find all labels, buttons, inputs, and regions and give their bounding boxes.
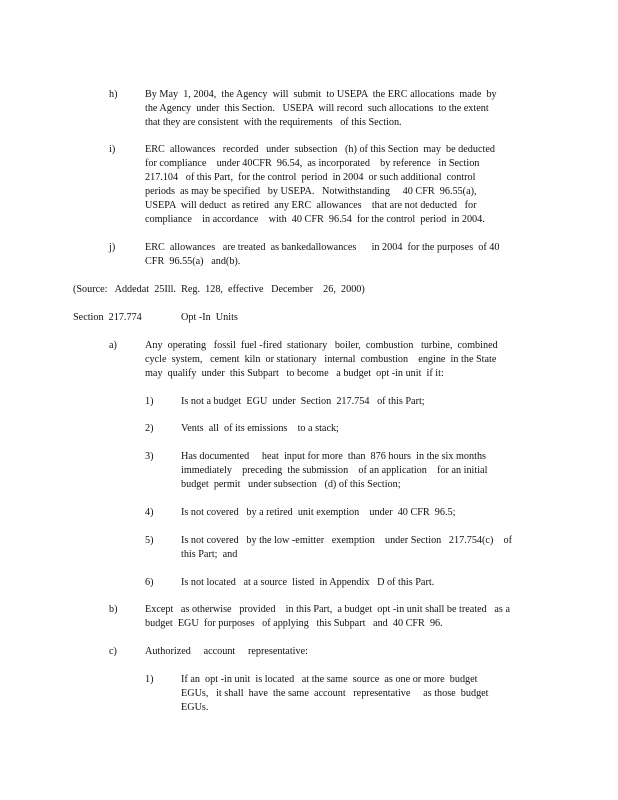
c-item-1-marker: 1) [145,674,154,685]
c-item-1-line-3: EGUs. [181,702,209,713]
item-j-line-2: CFR 96.55(a) and(b). [145,256,241,267]
a-item-4-line-1: Is not covered by a retired unit exemption under 40 CFR 96.5; [181,507,456,518]
item-i-line-5: USEPA will deduct as retired any ERC allowances that are not deducted for [145,200,477,211]
a-item-6-line-1: Is not located at a source listed in Appendix D of this Part. [181,577,435,588]
item-i-line-2: for compliance under 40CFR 96.54, as incorporated by reference in Section [145,158,480,169]
subsection-a-line-2: cycle system, cement kiln or stationary internal combustion engine in the State [145,354,497,365]
item-h-line-3: that they are consistent with the requirements of this Section. [145,117,402,128]
subsection-a-line-3: may qualify under this Subpart to become a budget opt -in unit if it: [145,368,444,379]
a-item-3-line-1: Has documented heat input for more than 876 hours in the six months [181,451,487,462]
c-item-1-line-2: EGUs, it shall have the same account representative as those budget [181,688,489,699]
source-note: (Source: Addedat 25Ill. Reg. 128, effective December 26, 2000) [73,284,365,295]
a-item-6-marker: 6) [145,577,154,588]
subsection-c-line-1: Authorized account representative: [145,646,308,657]
a-item-3-line-3: budget permit under subsection (d) of this Section; [181,479,401,490]
item-i-line-4: periods as may be specified by USEPA. Notwithstanding 40 CFR 96.55(a), [145,186,477,197]
section-number: Section 217.774 [73,312,142,323]
subsection-b-line-2: budget EGU for purposes of applying this Subpart and 40 CFR 96. [145,618,443,629]
subsection-b-line-1: Except as otherwise provided in this Part, a budget opt -in unit shall be treated as a [145,604,510,615]
subsection-a-marker: a) [109,340,117,351]
item-j-line-1: ERC allowances are treated as bankedallowances in 2004 for the purposes of 40 [145,242,500,253]
a-item-1-line-1: Is not a budget EGU under Section 217.754 of this Part; [181,396,425,407]
item-h-line-1: By May 1, 2004, the Agency will submit to USEPA the ERC allocations made by [145,89,497,100]
a-item-5-marker: 5) [145,535,154,546]
item-i-line-3: 217.104 of this Part, for the control period in 2004 or such additional control [145,172,476,183]
item-h-line-2: the Agency under this Section. USEPA will record such allocations to the extent [145,103,489,114]
item-i-line-6: compliance in accordance with 40 CFR 96.54 for the control period in 2004. [145,214,485,225]
item-i-marker: i) [109,144,116,155]
a-item-1-marker: 1) [145,396,154,407]
a-item-2-line-1: Vents all of its emissions to a stack; [181,423,339,434]
a-item-5-line-2: this Part; and [181,549,238,560]
item-i-line-1: ERC allowances recorded under subsection (h) of this Section may be deducted [145,144,495,155]
subsection-a-line-1: Any operating fossil fuel -fired stationary boiler, combustion turbine, combined [145,340,498,351]
a-item-3-marker: 3) [145,451,154,462]
c-item-1-line-1: If an opt -in unit is located at the same source as one or more budget [181,674,478,685]
section-title: Opt -In Units [181,312,238,323]
a-item-5-line-1: Is not covered by the low -emitter exemption under Section 217.754(c) of [181,535,513,546]
subsection-c-marker: c) [109,646,117,657]
a-item-2-marker: 2) [145,423,154,434]
item-h-marker: h) [109,89,118,100]
a-item-3-line-2: immediately preceding the submission of an application for an initial [181,465,488,476]
subsection-b-marker: b) [109,604,118,615]
a-item-4-marker: 4) [145,507,154,518]
item-j-marker: j) [109,242,116,253]
